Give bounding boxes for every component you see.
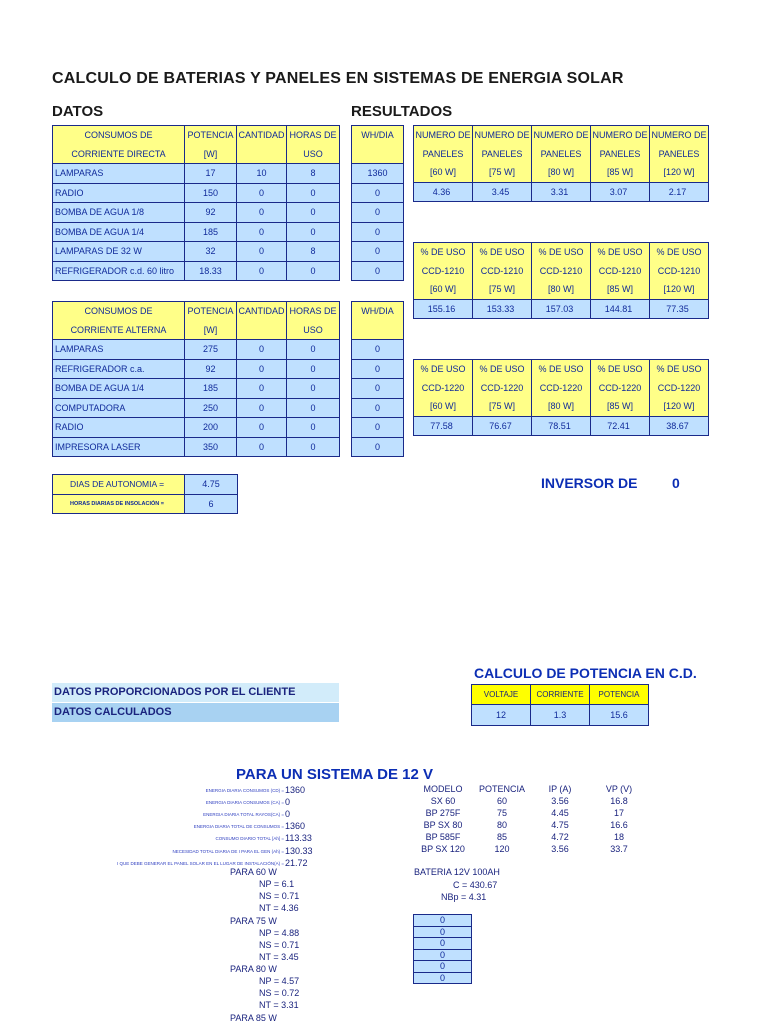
ac-item-name-cell: IMPRESORA LASER: [53, 437, 185, 457]
dc-header: CANTIDAD: [237, 126, 287, 145]
uso1220-header: % DE USO: [532, 360, 591, 379]
ac-cantidad-cell[interactable]: 0: [237, 398, 287, 418]
small-row: [414, 949, 472, 961]
block-header: PARA 60 W: [230, 867, 277, 877]
ac-whdia-cell: 0: [352, 359, 404, 379]
block-nt: NT = 4.36: [259, 903, 299, 913]
small-row: [414, 926, 472, 938]
ac-header: HORAS DE: [287, 302, 340, 321]
dc-consumption-table: [52, 125, 340, 281]
paneles-header: NUMERO DE: [650, 126, 709, 145]
modelos-cell: 17: [613, 808, 624, 818]
ac-header: [W]: [185, 321, 237, 340]
ac-header: USO: [287, 321, 340, 340]
dc-row: [53, 261, 340, 281]
ac-horas-uso-cell[interactable]: 0: [287, 418, 340, 438]
dc-header: CONSUMOS DE: [53, 126, 185, 145]
datos-heading: DATOS: [52, 103, 104, 120]
ac-whdia-row: [352, 359, 404, 379]
sistema-12v-title: PARA UN SISTEMA DE 12 V: [236, 766, 433, 783]
dc-cantidad-cell[interactable]: 0: [237, 183, 287, 203]
ac-potencia-cell[interactable]: 200: [185, 418, 237, 438]
ac-potencia-cell[interactable]: 185: [185, 379, 237, 399]
calc-line-label: I QUE DEBE GENERAR EL PANEL SOLAR EN EL LUGAR DE INSTALACIÓN(A) =: [116, 860, 284, 866]
block-ns: NS = 0.71: [259, 891, 300, 901]
small-value-cell: 0: [414, 926, 472, 938]
horas-insolacion-label: HORAS DIARIAS DE INSOLACIÓN =: [53, 494, 185, 514]
modelos-cell: 4.72: [551, 832, 569, 842]
voltaje-header: VOLTAJE: [472, 685, 531, 705]
potencia-cd-table: [471, 684, 649, 726]
ac-row: [53, 437, 340, 457]
uso1210-header: % DE USO: [414, 243, 473, 262]
modelos-header: VP (V): [605, 784, 633, 794]
paneles-header: NUMERO DE: [473, 126, 532, 145]
ac-header: CANTIDAD: [237, 302, 287, 321]
uso1220-header-row: [414, 360, 709, 379]
ac-potencia-cell[interactable]: 92: [185, 359, 237, 379]
dc-whdia-cell: 0: [352, 203, 404, 223]
ac-row: [53, 379, 340, 399]
paneles-value: 3.31: [532, 182, 591, 202]
ac-header: [237, 321, 287, 340]
modelos-cell: 16.8: [610, 796, 628, 806]
paneles-value: 2.17: [650, 182, 709, 202]
legend-datos-calculados: DATOS CALCULADOS: [52, 703, 339, 722]
ac-cantidad-cell[interactable]: 0: [237, 437, 287, 457]
small-row: [414, 915, 472, 927]
uso1210-header-row: [414, 262, 709, 281]
modelos-cell: BP SX 120: [421, 844, 465, 854]
inversor-label: INVERSOR DE: [541, 475, 638, 491]
paneles-header: [80 W]: [532, 163, 591, 182]
calc-line-value: 0: [285, 809, 291, 820]
ac-whdia-cell: 0: [352, 418, 404, 438]
uso1220-header: % DE USO: [650, 360, 709, 379]
paneles-header: PANELES: [591, 145, 650, 164]
dc-whdia-row: [352, 242, 404, 262]
uso1210-header: % DE USO: [591, 243, 650, 262]
small-value-cell: 0: [414, 961, 472, 973]
dc-cantidad-cell[interactable]: 0: [237, 261, 287, 281]
modelos-cell: 85: [496, 832, 507, 842]
dc-whdia-cell: 0: [352, 183, 404, 203]
dc-cantidad-cell[interactable]: 0: [237, 203, 287, 223]
dc-item-name-cell: REFRIGERADOR c.d. 60 litro: [53, 261, 185, 281]
uso-ccd1220-table: [413, 359, 709, 436]
resultados-heading: RESULTADOS: [351, 103, 453, 120]
modelos-cell: 80: [496, 820, 507, 830]
modelos-cell: SX 60: [430, 796, 456, 806]
uso1210-header: CCD-1210: [414, 262, 473, 281]
modelos-cell: BP 275F: [425, 808, 461, 818]
ac-horas-uso-cell[interactable]: 0: [287, 359, 340, 379]
modelos-header: POTENCIA: [478, 784, 525, 794]
block-ns: NS = 0.72: [259, 988, 300, 998]
dc-header-row-2: [53, 145, 340, 164]
calc-line-value: 1360: [285, 821, 306, 832]
calc-line-label: ENERGIA DIARIA TOTAL RAYOS(CA) =: [203, 812, 284, 818]
dias-autonomia-value[interactable]: 4.75: [185, 475, 238, 495]
dc-row: [53, 222, 340, 242]
dc-potencia-cell[interactable]: 32: [185, 242, 237, 262]
paneles-header-row: [414, 163, 709, 182]
ac-cantidad-cell[interactable]: 0: [237, 359, 287, 379]
dc-header-row-1: [53, 126, 340, 145]
potencia-value: 15.6: [590, 704, 649, 725]
ac-horas-uso-cell[interactable]: 0: [287, 437, 340, 457]
dc-horas-uso-cell[interactable]: 8: [287, 164, 340, 184]
inversor-value: 0: [672, 475, 680, 491]
uso1220-header: [75 W]: [473, 397, 532, 416]
modelos-cell: 33.7: [610, 844, 628, 854]
ac-header: CORRIENTE ALTERNA: [53, 321, 185, 340]
dc-row: [53, 203, 340, 223]
small-values-table: [413, 914, 472, 984]
corriente-value[interactable]: 1.3: [531, 704, 590, 725]
ac-whdia-row: [352, 398, 404, 418]
uso1220-header: CCD-1220: [532, 379, 591, 398]
paneles-header: PANELES: [473, 145, 532, 164]
legend-datos-cliente: DATOS PROPORCIONADOS POR EL CLIENTE: [52, 683, 339, 702]
modelos-cell: 4.75: [551, 820, 569, 830]
uso1210-value: 155.16: [414, 299, 473, 319]
dc-header: [237, 145, 287, 164]
dc-row: [53, 242, 340, 262]
dc-horas-uso-cell[interactable]: 0: [287, 222, 340, 242]
ac-whdia-cell: 0: [352, 340, 404, 360]
modelos-cell: 4.45: [551, 808, 569, 818]
ac-whdia-table: [351, 301, 404, 457]
dc-whdia-cell: 0: [352, 222, 404, 242]
ac-horas-uso-cell[interactable]: 0: [287, 379, 340, 399]
paneles-header: PANELES: [414, 145, 473, 164]
ac-whdia-header: WH/DIA: [352, 302, 404, 321]
small-value-cell: 0: [414, 938, 472, 950]
calc-line-value: 130.33: [285, 845, 313, 856]
ac-whdia-cell: 0: [352, 437, 404, 457]
ac-whdia-cell: 0: [352, 398, 404, 418]
block-np: NP = 4.88: [259, 927, 300, 938]
potencia-cd-title: CALCULO DE POTENCIA EN C.D.: [474, 665, 697, 681]
dc-whdia-cell: 0: [352, 242, 404, 262]
dc-item-name-cell: RADIO: [53, 183, 185, 203]
uso1220-header: CCD-1220: [591, 379, 650, 398]
uso1210-header: % DE USO: [650, 243, 709, 262]
ac-header: POTENCIA: [185, 302, 237, 321]
paneles-header: [75 W]: [473, 163, 532, 182]
small-value-cell: 0: [414, 972, 472, 984]
horas-insolacion-value[interactable]: 6: [185, 494, 238, 514]
uso1210-header: % DE USO: [473, 243, 532, 262]
ac-cantidad-cell[interactable]: 0: [237, 379, 287, 399]
dc-whdia-header-blank: [352, 145, 404, 164]
dc-cantidad-cell[interactable]: 0: [237, 222, 287, 242]
modelos-cell: 16.6: [610, 820, 628, 830]
ac-potencia-cell[interactable]: 250: [185, 398, 237, 418]
uso1210-header: CCD-1210: [532, 262, 591, 281]
dc-whdia-row: [352, 203, 404, 223]
uso1220-header: % DE USO: [414, 360, 473, 379]
dc-item-name-cell: BOMBA DE AGUA 1/4: [53, 222, 185, 242]
ac-header-row-2: [53, 321, 340, 340]
dc-item-name-cell: LAMPARAS: [53, 164, 185, 184]
uso1210-value: 157.03: [532, 299, 591, 319]
uso1210-header: CCD-1210: [473, 262, 532, 281]
dc-horas-uso-cell[interactable]: 8: [287, 242, 340, 262]
uso1210-value: 77.35: [650, 299, 709, 319]
ac-potencia-cell[interactable]: 275: [185, 340, 237, 360]
uso1210-header: [75 W]: [473, 280, 532, 299]
paneles-value: 3.45: [473, 182, 532, 202]
modelos-cell: 3.56: [551, 796, 569, 806]
uso1220-header: % DE USO: [591, 360, 650, 379]
uso1210-header: [80 W]: [532, 280, 591, 299]
dc-header: HORAS DE: [287, 126, 340, 145]
dc-whdia-cell: 0: [352, 261, 404, 281]
paneles-value: 3.07: [591, 182, 650, 202]
calc-line-value: 1360: [285, 785, 306, 795]
uso1220-header: [80 W]: [532, 397, 591, 416]
modelos-cell: 60: [496, 796, 507, 806]
paneles-value: 4.36: [414, 182, 473, 202]
ac-potencia-cell[interactable]: 350: [185, 437, 237, 457]
bateria-nbp: NBp = 4.31: [441, 892, 487, 902]
ac-whdia-row: [352, 340, 404, 360]
dc-horas-uso-cell[interactable]: 0: [287, 261, 340, 281]
ac-whdia-row: [352, 379, 404, 399]
page-title: CALCULO DE BATERIAS Y PANELES EN SISTEMAS DE ENERGIA SOLAR: [52, 70, 624, 87]
block-header: PARA 85 W: [230, 1012, 277, 1023]
corriente-header: CORRIENTE: [531, 685, 590, 705]
uso1210-value-row: [414, 299, 709, 319]
uso1220-header: CCD-1220: [414, 379, 473, 398]
dc-header: POTENCIA: [185, 126, 237, 145]
dc-whdia-header: WH/DIA: [352, 126, 404, 145]
calc-line-label: NECESIDAD TOTAL DIARIA DE I PARA EL GEN (Ah) =: [172, 848, 284, 854]
block-header: PARA 80 W: [230, 964, 277, 974]
dc-horas-uso-cell[interactable]: 0: [287, 203, 340, 223]
uso1220-value-row: [414, 416, 709, 436]
voltaje-value[interactable]: 12: [472, 704, 531, 725]
calc-line-label: ENERGIA DIARIA CONSUMOS (CA) =: [205, 800, 284, 806]
ac-row: [53, 359, 340, 379]
dc-header: USO: [287, 145, 340, 164]
dc-header: [W]: [185, 145, 237, 164]
ac-whdia-header-blank: [352, 321, 404, 340]
block-ns: NS = 0.71: [259, 939, 300, 950]
calc-line-value: 21.72: [285, 857, 308, 868]
uso1210-header: [85 W]: [591, 280, 650, 299]
ac-item-name-cell: BOMBA DE AGUA 1/4: [53, 379, 185, 399]
modelos-cell: 3.56: [551, 844, 569, 854]
block-np: NP = 4.57: [259, 976, 300, 986]
uso1220-value: 76.67: [473, 416, 532, 436]
paneles-header: NUMERO DE: [414, 126, 473, 145]
autonomia-table: [52, 474, 238, 514]
uso1210-header-row: [414, 243, 709, 262]
paneles-header: [120 W]: [650, 163, 709, 182]
ac-cantidad-cell[interactable]: 0: [237, 340, 287, 360]
paneles-table: [413, 125, 709, 202]
dc-item-name-cell: BOMBA DE AGUA 1/8: [53, 203, 185, 223]
dc-whdia-cell: 1360: [352, 164, 404, 184]
small-row: [414, 972, 472, 984]
paneles-value-row: [414, 182, 709, 202]
ac-cantidad-cell[interactable]: 0: [237, 418, 287, 438]
dc-potencia-cell[interactable]: 150: [185, 183, 237, 203]
ac-header-row-1: [53, 302, 340, 321]
uso1220-header-row: [414, 397, 709, 416]
modelos-cell: 18: [613, 832, 624, 842]
modelos-cell: 120: [494, 844, 510, 854]
small-row: [414, 938, 472, 950]
ac-row: [53, 418, 340, 438]
calc-line-value: 0: [285, 797, 291, 808]
uso1220-header: CCD-1220: [473, 379, 532, 398]
modelos-header: MODELO: [423, 784, 463, 794]
uso1210-header: % DE USO: [532, 243, 591, 262]
uso1210-header-row: [414, 280, 709, 299]
dc-row: [53, 183, 340, 203]
block-np: NP = 6.1: [259, 879, 295, 889]
uso1220-value: 72.41: [591, 416, 650, 436]
dc-horas-uso-cell[interactable]: 0: [287, 183, 340, 203]
paneles-header: NUMERO DE: [532, 126, 591, 145]
paneles-header-row: [414, 126, 709, 145]
ac-item-name-cell: RADIO: [53, 418, 185, 438]
ac-row: [53, 340, 340, 360]
uso1220-value: 77.58: [414, 416, 473, 436]
dc-potencia-cell[interactable]: 92: [185, 203, 237, 223]
block-header: PARA 75 W: [230, 915, 277, 926]
uso1220-header: [60 W]: [414, 397, 473, 416]
calc-line-label: ENERGIA DIARIA CONSUMOS (CD) =: [205, 788, 284, 793]
modelos-cell: BP 585F: [425, 832, 461, 842]
ac-whdia-row: [352, 437, 404, 457]
dc-whdia-table: [351, 125, 404, 281]
ac-horas-uso-cell[interactable]: 0: [287, 398, 340, 418]
paneles-header: [85 W]: [591, 163, 650, 182]
dc-potencia-cell[interactable]: 185: [185, 222, 237, 242]
uso1210-header: CCD-1210: [591, 262, 650, 281]
uso-ccd1210-table: [413, 242, 709, 319]
ac-item-name-cell: COMPUTADORA: [53, 398, 185, 418]
paneles-header: PANELES: [532, 145, 591, 164]
uso1220-header: CCD-1220: [650, 379, 709, 398]
dc-whdia-row: [352, 261, 404, 281]
ac-whdia-row: [352, 418, 404, 438]
uso1210-header: CCD-1210: [650, 262, 709, 281]
calc-line-label: ENERGIA DIARIA TOTAL DE CONSUMOS =: [193, 824, 284, 830]
uso1220-header-row: [414, 379, 709, 398]
uso1220-header: % DE USO: [473, 360, 532, 379]
small-value-cell: 0: [414, 915, 472, 927]
ac-item-name-cell: REFRIGERADOR c.a.: [53, 359, 185, 379]
ac-item-name-cell: LAMPARAS: [53, 340, 185, 360]
uso1220-header: [120 W]: [650, 397, 709, 416]
uso1220-value: 78.51: [532, 416, 591, 436]
dc-row: [53, 164, 340, 184]
potencia-header: POTENCIA: [590, 685, 649, 705]
dc-item-name-cell: LAMPARAS DE 32 W: [53, 242, 185, 262]
calc-line-value: 113.33: [285, 833, 312, 844]
modelos-header: IP (A): [548, 784, 572, 794]
calc-line-label: CONSUMO DIARIO TOTAL [Ah] =: [215, 836, 284, 842]
paneles-header: [60 W]: [414, 163, 473, 182]
modelos-cell: BP SX 80: [423, 820, 463, 830]
uso1210-value: 144.81: [591, 299, 650, 319]
block-nt: NT = 3.31: [259, 1000, 299, 1010]
dc-cantidad-cell[interactable]: 0: [237, 242, 287, 262]
block-nt: NT = 3.45: [259, 951, 299, 962]
dc-cantidad-cell[interactable]: 10: [237, 164, 287, 184]
dc-potencia-cell[interactable]: 17: [185, 164, 237, 184]
uso1210-header: [120 W]: [650, 280, 709, 299]
dc-whdia-row: [352, 183, 404, 203]
ac-header: CONSUMOS DE: [53, 302, 185, 321]
bateria-title: BATERIA 12V 100AH: [414, 867, 500, 877]
small-row: [414, 961, 472, 973]
uso1220-value: 38.67: [650, 416, 709, 436]
ac-whdia-cell: 0: [352, 379, 404, 399]
uso1210-value: 153.33: [473, 299, 532, 319]
dias-autonomia-label: DIAS DE AUTONOMIA =: [53, 475, 185, 495]
ac-horas-uso-cell[interactable]: 0: [287, 340, 340, 360]
dc-whdia-row: [352, 164, 404, 184]
paneles-header-row: [414, 145, 709, 164]
paneles-header: NUMERO DE: [591, 126, 650, 145]
small-value-cell: 0: [414, 949, 472, 961]
modelos-cell: 75: [496, 808, 507, 818]
dc-header: CORRIENTE DIRECTA: [53, 145, 185, 164]
paneles-header: PANELES: [650, 145, 709, 164]
ac-consumption-table: [52, 301, 340, 457]
uso1210-header: [60 W]: [414, 280, 473, 299]
dc-whdia-row: [352, 222, 404, 242]
ac-row: [53, 398, 340, 418]
uso1220-header: [85 W]: [591, 397, 650, 416]
bateria-c: C = 430.67: [453, 880, 498, 890]
dc-potencia-cell[interactable]: 18.33: [185, 261, 237, 281]
